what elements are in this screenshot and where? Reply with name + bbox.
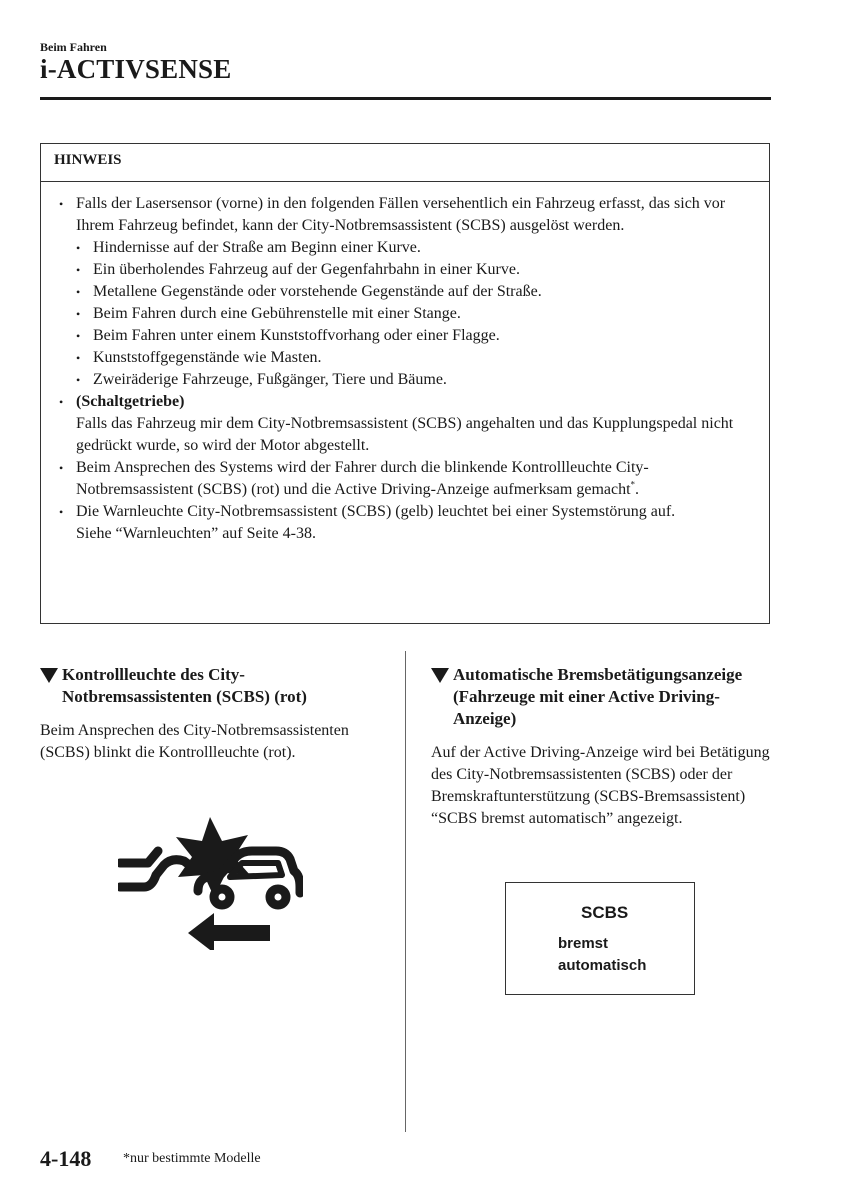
section-label: Beim Fahren [40, 40, 107, 54]
note-item [41, 457, 769, 501]
title-rule [40, 97, 771, 100]
note-item [41, 193, 769, 237]
note-item-title: • (Schaltgetriebe) [76, 393, 185, 410]
note-sub-item: • Kunststoffgegenstände wie Masten. [41, 347, 769, 369]
note-sub-item: • Hindernisse auf der Straße am Beginn einer Kurve. [41, 237, 769, 259]
left-heading-text: Kontrollleuchte des City-Notbremsassistenten (SCBS) (rot) [62, 665, 307, 706]
right-paragraph: Auf der Active Driving-Anzeige wird bei Betätigung des City-Notbremsassistenten (SCBS) oder der Bremskraftunterstützung (SCBS-Bremsassistent) “SCBS bremst automatisch” angezeigt. [431, 744, 770, 827]
display-title: SCBS [581, 903, 629, 922]
note-heading: HINWEIS [41, 144, 769, 182]
active-driving-display [505, 882, 695, 995]
note-body [41, 182, 769, 545]
collision-warning-icon [118, 815, 303, 950]
note-sub-item: • Beim Fahren unter einem Kunststoffvorhang oder einer Flagge. [41, 325, 769, 347]
triangle-down-icon [431, 668, 449, 683]
note-item [41, 501, 769, 545]
page-reference: Siehe “Warnleuchten” auf Seite 4-38. [76, 525, 316, 542]
note-item-text: Falls der Lasersensor (vorne) in den folgenden Fällen versehentlich ein Fahrzeug erfasst, das sich vor Ihrem Fahrzeug befindet, kann der City-Notbremsassistent (SCBS) ausgelöst werden. [76, 195, 726, 234]
display-line: bremst [558, 935, 609, 952]
triangle-down-icon [40, 668, 58, 683]
note-item-punct: . [635, 481, 640, 498]
footnote-mark: * [630, 479, 636, 490]
right-heading [431, 664, 771, 730]
footnote: *nur bestimmte Modelle [123, 1151, 261, 1166]
left-column [40, 664, 380, 764]
note-item-text: Beim Ansprechen des Systems wird der Fahrer durch die blinkende Kontrollleuchte City-Notbremsassistent (SCBS) (rot) und die Active Driving-Anzeige aufmerksam gemacht [76, 459, 649, 498]
page-title: i-ACTIVSENSE [40, 54, 232, 84]
left-paragraph: Beim Ansprechen des City-Notbremsassistenten (SCBS) blinkt die Kontrollleuchte (rot). [40, 722, 349, 761]
note-box [40, 143, 770, 624]
note-item-text: Falls das Fahrzeug mir dem City-Notbremsassistent (SCBS) angehalten und das Kupplungspedal nicht gedrückt wurde, so wird der Motor abgestellt. [76, 415, 734, 454]
display-line: automatisch [558, 957, 647, 974]
left-heading [40, 664, 380, 708]
note-item-text: • Die Warnleuchte City-Notbremsassistent (SCBS) (gelb) leuchtet bei einer Systemstörung auf. [76, 503, 676, 520]
note-sub-item: • Metallene Gegenstände oder vorstehende Gegenstände auf der Straße. [41, 281, 769, 303]
column-divider [405, 651, 406, 1132]
note-sub-item: • Ein überholendes Fahrzeug auf der Gegenfahrbahn in einer Kurve. [41, 259, 769, 281]
note-sub-item: • Zweiräderige Fahrzeuge, Fußgänger, Tiere und Bäume. [41, 369, 769, 391]
page-number: 4-148 [40, 1146, 92, 1171]
right-heading-text: Automatische Bremsbetätigungsanzeige (Fahrzeuge mit einer Active Driving-Anzeige) [453, 665, 743, 728]
car-front-icon [120, 851, 192, 887]
note-sub-item: • Beim Fahren durch eine Gebührenstelle mit einer Stange. [41, 303, 769, 325]
note-item [41, 391, 769, 457]
arrow-left-icon [188, 913, 270, 950]
right-column [431, 664, 771, 830]
